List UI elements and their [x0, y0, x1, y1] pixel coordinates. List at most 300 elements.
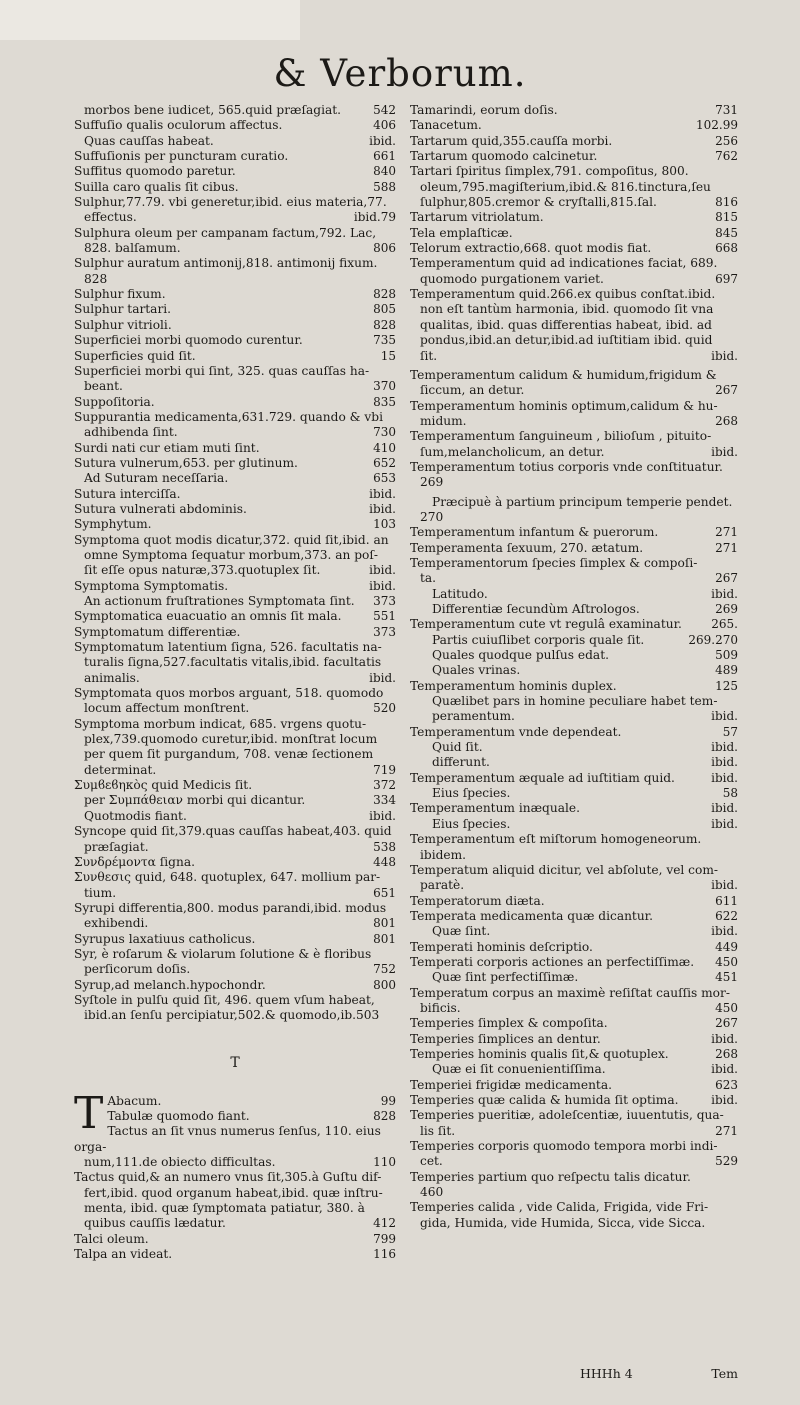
- entry-text: bificis.: [420, 1000, 461, 1015]
- page-reference: 661: [373, 149, 396, 164]
- entry-text: Eius ſpecies.: [432, 786, 511, 801]
- entry-text: lis ſit.: [420, 1123, 456, 1138]
- entry-text: Temperamentum æquale ad iuſtitiam quid.: [410, 770, 675, 785]
- page-reference: ibid.: [711, 586, 738, 601]
- index-entry: [74, 655, 396, 670]
- index-entry: [74, 318, 396, 333]
- entry-text: oleum,795.magiſterium,ibid.& 816.tinctura,ſeu: [420, 179, 711, 194]
- page-reference: ibid.: [369, 133, 396, 148]
- index-entry: [410, 445, 738, 460]
- page-reference: 373: [373, 594, 396, 608]
- entry-text: Tartari ſpiritus ſimplex,791. compoſitus, 800.: [410, 164, 689, 179]
- index-entry: [74, 993, 396, 1008]
- index-entry: [410, 541, 738, 556]
- index-entry: [410, 679, 738, 694]
- page-reference: 752: [373, 962, 396, 977]
- page-reference: 538: [373, 839, 396, 854]
- index-entry: [410, 909, 738, 924]
- entry-text: menta, ibid. quæ ſymptomata patiatur, 380. à: [84, 1201, 365, 1216]
- page-reference: 269: [715, 602, 738, 616]
- index-entry: [74, 287, 396, 302]
- page-reference: 102.99: [696, 118, 738, 133]
- page-reference: 520: [373, 701, 396, 716]
- entry-text: Quales quodque pulſus edat.: [432, 648, 609, 663]
- index-entry: [74, 1155, 396, 1170]
- entry-text: Symptoma Symptomatis.: [74, 578, 229, 593]
- index-entry: [74, 732, 396, 747]
- entry-text: Συμϐεϐηκὸς quid Medicis ſit.: [74, 778, 253, 793]
- index-entry: [74, 226, 396, 241]
- page-reference: 271: [715, 525, 738, 540]
- index-entry: [74, 778, 396, 793]
- page-reference: 509: [715, 648, 738, 663]
- page-reference: 835: [373, 394, 396, 409]
- page-reference: ibid.: [369, 808, 396, 823]
- index-entry: [74, 425, 396, 440]
- page-reference: ibid.: [711, 348, 738, 363]
- entry-text: Temperatum corpus an maximè reſiſtat cauſſis mor-: [410, 985, 730, 1000]
- index-entry: [410, 817, 738, 832]
- page-reference: 267: [715, 571, 738, 586]
- entry-text: cet.: [420, 1154, 443, 1169]
- index-entry: [410, 924, 738, 939]
- entry-text: qualitas, ibid. quas differentias habeat, ibid. ad: [420, 317, 712, 332]
- index-entry: [410, 164, 738, 179]
- entry-text: Quælibet pars in homine peculiare habet tem-: [432, 694, 718, 709]
- page-reference: 719: [373, 762, 396, 777]
- index-entry: [410, 648, 738, 663]
- page-reference: 801: [373, 931, 396, 946]
- entry-text: Quotmodis fiant.: [84, 808, 187, 823]
- entry-text: Tanacetum.: [410, 118, 482, 133]
- page-reference: 450: [715, 954, 738, 969]
- index-entry: [410, 399, 738, 414]
- entry-text: Temperamentum eſt miſtorum homogeneorum.: [410, 832, 702, 847]
- index-entry: [410, 287, 738, 302]
- entry-text: Sutura vulnerati abdominis.: [74, 501, 247, 516]
- page-reference: 57: [722, 724, 738, 739]
- index-entry: [410, 771, 738, 786]
- index-entry: [410, 1001, 738, 1016]
- page-reference: 730: [373, 425, 396, 440]
- entry-text: Quæ ſint perfectiſſimæ.: [432, 970, 579, 985]
- entry-text: Temperati hominis deſcriptio.: [410, 939, 593, 954]
- entry-text: Sulphur vitrioli.: [74, 317, 172, 332]
- index-entry: [410, 475, 738, 490]
- entry-text: effectus.: [84, 210, 137, 225]
- index-entry: [410, 510, 738, 525]
- index-entry: [74, 1201, 396, 1216]
- entry-text: quomodo purgationem variet.: [420, 271, 604, 286]
- index-entry: [74, 840, 396, 855]
- index-entry: [410, 832, 738, 847]
- page-reference: 103: [373, 517, 396, 532]
- entry-text: perſicorum doſis.: [84, 962, 191, 977]
- page-reference: ibid.: [711, 444, 738, 459]
- index-entry: [410, 1016, 738, 1031]
- page-reference: ibid.: [369, 501, 396, 516]
- index-entry: [410, 740, 738, 755]
- index-entry: [74, 149, 396, 164]
- entry-text: Temperamentum totius corporis vnde conſtituatur.: [410, 459, 723, 474]
- entry-text: Sulphur,77.79. vbi generetur,ibid. eius materia,77.: [74, 195, 387, 210]
- page-reference: 801: [373, 916, 396, 931]
- entry-text: Temperamentum quid.266.ex quibus conſtat.ibid.: [410, 287, 716, 302]
- index-entry: [410, 617, 738, 632]
- entry-text: Temperies pueritiæ, adoleſcentiæ, iuuentutis, qua-: [410, 1108, 724, 1123]
- entry-text: Symptomatica euacuatio an omnis ſit mala.: [74, 609, 342, 624]
- entry-text: Sulphur fixum.: [74, 287, 166, 302]
- entry-text: Temperies hominis qualis ſit,& quotuplex.: [410, 1046, 669, 1061]
- index-entry: [74, 1008, 396, 1023]
- entry-text: ſulphur,805.cremor & cryſtalli,815.ſal.: [420, 195, 657, 210]
- index-entry: [410, 134, 738, 149]
- entry-text: Suffitus quomodo paretur.: [74, 164, 236, 179]
- entry-text: 828. balſamum.: [84, 241, 181, 256]
- index-entry: [410, 429, 738, 444]
- index-entry: [74, 118, 396, 133]
- entry-text: Symptomata quos morbos arguant, 518. quomodo: [74, 686, 384, 701]
- page-reference: ibid.: [711, 924, 738, 939]
- entry-text: Temperati corporis actiones an perfectiſſimæ.: [410, 954, 695, 969]
- index-entry: [74, 855, 396, 870]
- page-reference: 267: [715, 383, 738, 398]
- index-entry: [410, 1047, 738, 1062]
- index-entry: [410, 709, 738, 724]
- index-entry: [74, 302, 396, 317]
- entry-text: Symptomatum differentiæ.: [74, 624, 241, 639]
- entry-text: paratè.: [420, 878, 465, 893]
- page-reference: 806: [373, 241, 396, 256]
- index-entry: [410, 210, 738, 225]
- index-entry: [410, 414, 738, 429]
- entry-text: Quæ ei ſit conuenientiſſima.: [432, 1062, 606, 1077]
- index-entry: [74, 379, 396, 394]
- entry-text: Tactus an ſit vnus numerus ſenſus, 110. eius orga-: [74, 1124, 381, 1154]
- torn-edge-top-left: [0, 0, 300, 40]
- entry-text: Tartarum quomodo calcinetur.: [410, 149, 598, 164]
- entry-text: 460: [420, 1185, 444, 1200]
- page-reference: 256: [715, 133, 738, 148]
- index-entry: [74, 395, 396, 410]
- entry-text: Temperamentum vnde dependeat.: [410, 724, 622, 739]
- entry-text: fert,ibid. quod organum habeat,ibid. quæ inſtru-: [84, 1185, 383, 1200]
- index-entry: [410, 149, 738, 164]
- index-entry: [410, 180, 738, 195]
- entry-text: Sutura interciſſa.: [74, 486, 181, 501]
- page-reference: 622: [715, 908, 738, 923]
- index-entry: [410, 801, 738, 816]
- entry-text: Ad Suturam neceſſaria.: [84, 471, 229, 486]
- page-reference: ibid.: [711, 1031, 738, 1046]
- section-letter: T: [230, 1054, 240, 1071]
- entry-text: Tamarindi, eorum doſis.: [410, 103, 558, 117]
- index-entry: [74, 441, 396, 456]
- entry-text: Eius ſpecies.: [432, 816, 511, 831]
- page-reference: 450: [715, 1000, 738, 1015]
- page-reference: 828: [373, 317, 396, 332]
- entry-text: Tartarum vitriolatum.: [410, 210, 544, 225]
- index-entry: [410, 318, 738, 333]
- page-reference: 551: [373, 609, 396, 624]
- entry-text: pondus,ibid.an detur,ibid.ad iuſtitiam ibid. quid: [420, 333, 713, 348]
- index-entry: [74, 487, 396, 502]
- entry-text: Temperamenta ſexuum, 270. ætatum.: [410, 540, 644, 555]
- index-entry: [74, 932, 396, 947]
- index-entry: [74, 517, 396, 532]
- page-reference: ibid.: [369, 563, 396, 578]
- page-reference: 116: [373, 1247, 396, 1262]
- page-reference: ibid.: [369, 670, 396, 685]
- entry-text: Temperatorum diæta.: [410, 893, 545, 908]
- entry-text: Suffuſio qualis oculorum affectus.: [74, 118, 283, 133]
- index-entry: [74, 1247, 396, 1262]
- entry-text: Tela emplaſticæ.: [410, 225, 513, 240]
- entry-text: gida, Humida, vide Humida, Sicca, vide Sicca.: [420, 1215, 706, 1230]
- page-reference: ibid.: [711, 1093, 738, 1107]
- index-entry: [410, 1154, 738, 1169]
- entry-text: Symptomatum latentium ſigna, 526. facultatis na-: [74, 640, 382, 655]
- index-entry: [410, 368, 738, 383]
- entry-text: Temperamentum quid ad indicationes faciat, 689.: [410, 256, 718, 271]
- index-entry: [74, 793, 396, 808]
- index-entry: [74, 563, 396, 578]
- index-entry: [74, 364, 396, 379]
- index-entry: [74, 410, 396, 425]
- page-title: & Verborum.: [273, 52, 527, 95]
- page-reference: 652: [373, 455, 396, 470]
- page-reference: ibid.: [369, 578, 396, 593]
- page-reference: 373: [373, 624, 396, 639]
- index-entry: [410, 1062, 738, 1077]
- entry-text: Syrupus laxatiuus catholicus.: [74, 931, 256, 946]
- page-reference: 110: [373, 1155, 396, 1169]
- page-reference: 542: [373, 103, 396, 117]
- index-entry: [410, 1200, 738, 1215]
- page-reference: ibid.: [711, 816, 738, 831]
- index-entry: [74, 349, 396, 364]
- index-entry: [74, 747, 396, 762]
- t-entries: [74, 1087, 396, 1263]
- index-entry: [410, 1078, 738, 1093]
- page-reference: 451: [715, 970, 738, 985]
- entry-text: ibid.an ſenſu percipiatur,502.& quomodo,ib.503: [84, 1008, 380, 1023]
- index-entry: [410, 955, 738, 970]
- index-entry: [74, 134, 396, 149]
- page-reference: 845: [715, 225, 738, 240]
- page-reference: 805: [373, 302, 396, 317]
- index-entry: [410, 863, 738, 878]
- index-entry: [74, 195, 396, 210]
- index-entry: [410, 226, 738, 241]
- entry-text: ſum,melancholicum, an detur.: [420, 444, 605, 459]
- index-entry: [410, 495, 738, 510]
- page-reference: 372: [373, 778, 396, 793]
- index-entry: [74, 533, 396, 548]
- entry-text: An actionum fruſtrationes Symptomata ſint.: [84, 594, 355, 608]
- index-entry: [74, 1109, 396, 1124]
- page-reference: ibid.: [711, 770, 738, 785]
- entry-text: quibus cauſſis lædatur.: [84, 1216, 226, 1231]
- index-entry: [74, 870, 396, 885]
- index-entry: [74, 1186, 396, 1201]
- page-reference: 653: [373, 471, 396, 486]
- page-reference: 99: [380, 1093, 396, 1108]
- index-entry: [74, 901, 396, 916]
- index-entry: [410, 383, 738, 398]
- page-reference: 731: [715, 103, 738, 117]
- page-reference: 668: [715, 241, 738, 256]
- entry-text: determinat.: [84, 762, 157, 777]
- page-reference: ibid.: [711, 801, 738, 816]
- page-reference: ibid.: [711, 1062, 738, 1077]
- page-reference: ibid.: [369, 486, 396, 501]
- page-reference: ibid.: [711, 755, 738, 770]
- entry-text: Temperamentum hominis duplex.: [410, 678, 617, 693]
- page-reference: 697: [715, 271, 738, 286]
- index-entry: [74, 763, 396, 778]
- catchword: Tem: [711, 1366, 738, 1381]
- entry-text: tium.: [84, 885, 117, 900]
- entry-text: Temperata medicamenta quæ dicantur.: [410, 908, 654, 923]
- index-entry: [410, 848, 738, 863]
- index-entry: [74, 471, 396, 486]
- index-entry: [410, 970, 738, 985]
- entry-text: Quas cauſſas habeat.: [84, 133, 214, 148]
- entry-text: Temperies calida , vide Calida, Frigida, vide Fri-: [410, 1200, 709, 1215]
- page-reference: 370: [373, 379, 396, 394]
- entry-text: præſagiat.: [84, 839, 149, 854]
- page-reference: ibid.: [711, 878, 738, 893]
- entry-text: Sulphur tartari.: [74, 302, 172, 317]
- page-reference: 271: [715, 540, 738, 555]
- entry-text: Temperies quæ calida & humida ſit optima.: [410, 1093, 679, 1107]
- page-reference: 412: [373, 1216, 396, 1231]
- entry-text: ſit eſſe opus naturæ,373.quotuplex ſit.: [84, 563, 321, 578]
- index-entry: [410, 940, 738, 955]
- page-reference: 448: [373, 854, 396, 869]
- page-reference: 816: [715, 195, 738, 210]
- entry-text: ſiccum, an detur.: [420, 383, 525, 398]
- entry-text: Præcipuè à partium principum temperie pendet.: [432, 494, 733, 509]
- page-reference: 762: [715, 149, 738, 164]
- index-entry: [410, 587, 738, 602]
- entry-text: Superficiei morbi qui ſint, 325. quas cauſſas ha-: [74, 363, 370, 378]
- entry-text: Temperamentum cute vt regulâ examinatur.: [410, 617, 682, 632]
- index-entry: [74, 1170, 396, 1185]
- index-entry: [74, 1232, 396, 1247]
- index-entry: [74, 962, 396, 977]
- drop-cap: T: [74, 1087, 104, 1139]
- entry-text: Symptoma morbum indicat, 685. vrgens quotu-: [74, 716, 367, 731]
- page-reference: 735: [373, 333, 396, 348]
- index-entry: [410, 694, 738, 709]
- entry-text: num,111.de obiecto difficultas.: [84, 1155, 276, 1169]
- entry-text: Quid ſit.: [432, 740, 483, 755]
- entry-text: omne Symptoma ſequatur morbum,373. an poſ-: [84, 547, 379, 562]
- entry-text: Temperiei frigidæ medicamenta.: [410, 1077, 612, 1092]
- entry-text: Syncope quid ſit,379.quas cauſſas habeat,403. quid: [74, 824, 392, 839]
- entry-text: Tactus quid,& an numero vnus ſit,305.à Guſtu dif-: [74, 1170, 382, 1185]
- index-entry: [410, 525, 738, 540]
- index-entry: [74, 886, 396, 901]
- index-entry: [74, 640, 396, 655]
- index-entry: [410, 1216, 738, 1231]
- index-entry: [74, 180, 396, 195]
- entry-text: non eſt tantùm harmonia, ibid. quomodo ſit vna: [420, 302, 714, 317]
- index-entry: [410, 195, 738, 210]
- index-entry: [410, 1108, 738, 1123]
- index-entry: [74, 609, 396, 624]
- entry-text: Syr, è roſarum & violarum ſolutione & è floribus: [74, 946, 372, 961]
- entry-text: per quem ſit purgandum, 708. venæ ſectionem: [84, 747, 374, 762]
- entry-text: Suffuſionis per puncturam curatio.: [74, 149, 289, 164]
- page-reference: 840: [373, 164, 396, 179]
- page-reference: ibid.: [711, 709, 738, 724]
- index-entry: [410, 1139, 738, 1154]
- index-entry: [74, 210, 396, 225]
- page-reference: 611: [715, 893, 738, 908]
- index-entry: [74, 701, 396, 716]
- entry-text: Syſtole in pulſu quid ſit, 496. quem vſum habeat,: [74, 992, 375, 1007]
- index-entry: [74, 456, 396, 471]
- index-entry: [410, 1032, 738, 1047]
- index-entry: [74, 103, 396, 118]
- page-reference: 406: [373, 118, 396, 133]
- entry-text: Συνδρέμοντα ſigna.: [74, 854, 195, 869]
- index-entry: [74, 978, 396, 993]
- index-entry: [410, 725, 738, 740]
- entry-text: Talci oleum.: [74, 1231, 149, 1246]
- entry-text: differunt.: [432, 755, 490, 770]
- index-entry: [410, 272, 738, 287]
- index-entry: [410, 241, 738, 256]
- entry-text: Syrup,ad melanch.hypochondr.: [74, 977, 266, 992]
- signature-mark: HHHh 4: [580, 1366, 633, 1381]
- page-reference: 588: [373, 179, 396, 194]
- right-column: [410, 103, 738, 1231]
- index-entry: [74, 717, 396, 732]
- entry-text: Abacum.: [107, 1093, 162, 1108]
- index-entry: [410, 349, 738, 364]
- page-reference: 449: [715, 939, 738, 954]
- entry-text: Temperamentum calidum & humidum,frigidum &: [410, 367, 717, 382]
- page-reference: 265.: [711, 617, 738, 632]
- entry-text: Temperamentum infantum & puerorum.: [410, 525, 659, 540]
- index-entry: [74, 579, 396, 594]
- page-reference: ibid.: [711, 740, 738, 755]
- index-entry: [410, 663, 738, 678]
- index-entry: [74, 333, 396, 348]
- left-entries: [74, 103, 396, 1024]
- index-entry: [74, 548, 396, 563]
- page-reference: 489: [715, 663, 738, 678]
- index-entry: [410, 333, 738, 348]
- entry-text: Superficies quid ſit.: [74, 348, 196, 363]
- index-entry: [74, 824, 396, 839]
- entry-text: Talpa an videat.: [74, 1247, 173, 1262]
- entry-text: Tartarum quid,355.cauſſa morbi.: [410, 133, 613, 148]
- entry-text: beant.: [84, 379, 123, 394]
- page-reference: 268: [715, 1046, 738, 1061]
- page-reference: 269.270: [688, 632, 738, 647]
- entry-text: peramentum.: [432, 709, 515, 724]
- entry-text: Temperamentum inæquale.: [410, 801, 580, 816]
- index-entry: [410, 986, 738, 1001]
- entry-text: ta.: [420, 571, 437, 586]
- index-entry: [410, 256, 738, 271]
- entry-text: Temperamentum hominis optimum,calidum & hu-: [410, 398, 718, 413]
